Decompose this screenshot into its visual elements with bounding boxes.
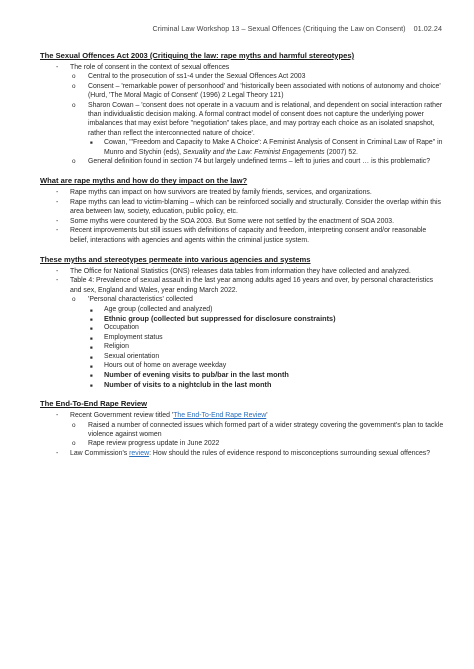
section-heading: The Sexual Offences Act 2003 (Critiquing the law: rape myths and harmful stereotypes) <box>40 51 355 60</box>
bullet-list <box>42 411 444 458</box>
list-item-text-end: ' <box>266 412 268 420</box>
characteristic-item: ■ Ethnic group (collected but suppressed for disclosure constraints) <box>88 314 444 323</box>
sub-item-text: Sharon Cowan – 'consent does not operate in a vacuum and is relational, and dependent on social interaction rather than individualistic decision making. A formal contract model of consent does not capture the underlying power imbalances that may exist before "negotiation" takes place, and may portray each choice as an isolated snapshot, rather than reflect the interconnected nature of choice'. <box>88 101 443 137</box>
header-title: Criminal Law Workshop 13 – Sexual Offences (Critiquing the Law on Consent) <box>152 24 406 33</box>
header-date: 01.02.24 <box>413 24 442 33</box>
sub-item-text: 'Personal characteristics' collected <box>88 296 193 304</box>
sub-list <box>70 421 444 449</box>
sub-sub-list <box>88 138 444 157</box>
characteristic-item: ■ Age group (collected and analyzed) <box>88 305 444 314</box>
bullet-list <box>42 188 444 244</box>
list-item-text: Table 4: Prevalence of sexual assault in the last year among adults aged 16 years and over, by personal characteristics and sex, England and Wales, year ending March 2022. <box>70 277 434 294</box>
law-commission-review-link[interactable]: review <box>129 449 150 457</box>
citation-item <box>88 138 444 157</box>
list-item: - Recent improvements but still issues with definitions of capacity and freedom, interpreting consent and/or reasonable belief, interactions with agencies and agents within the criminal justice system. <box>42 226 444 245</box>
sub-item: o General definition found in section 74 but largely undefined terms – left to juries and court … is this problematic? <box>70 157 444 166</box>
sub-list <box>70 295 444 389</box>
list-item-text: The role of consent in the context of sexual offences <box>70 64 230 71</box>
list-item: - Rape myths can impact on how survivors are treated by family friends, services, and organizations. <box>42 188 444 197</box>
characteristic-item: ■ Employment status <box>88 333 444 342</box>
list-item <box>42 449 444 458</box>
page-header <box>42 24 444 33</box>
list-item <box>42 276 444 389</box>
sub-item: o Consent – 'remarkable power of personhood' and 'historically been associated with notions of autonomy and choice' (Hurd, 'The Moral Magic of Consent' (1996) 2 Legal Theory 121) <box>70 82 444 101</box>
characteristic-item: ■ Number of evening visits to pub/bar in the last month <box>88 370 444 379</box>
sub-item: o Rape review progress update in June 2022 <box>70 439 444 448</box>
section-heading: The End-To-End Rape Review <box>40 399 148 409</box>
section-sexual-offences-act <box>42 51 444 166</box>
sub-item <box>70 295 444 389</box>
section-rape-myths <box>42 176 444 244</box>
list-item <box>42 63 444 166</box>
list-item: - Some myths were countered by the SOA 2003. But Some were not settled by the enactment of SOA 2003. <box>42 217 444 226</box>
section-agencies-systems <box>42 255 444 389</box>
list-item-text: Law Commission's <box>70 449 130 457</box>
sub-item: o Raised a number of connected issues which formed part of a wider strategy covering the government's plan to tackle violence against women <box>70 421 444 440</box>
sub-item: o Central to the prosecution of ss1-4 under the Sexual Offences Act 2003 <box>70 72 444 81</box>
sub-item <box>70 101 444 157</box>
sub-list <box>70 72 444 166</box>
list-item <box>42 411 444 449</box>
characteristic-item: ■ Occupation <box>88 323 444 332</box>
list-item: - Rape myths can lead to victim-blaming – which can be reinforced socially and structurally. Consider the overlap within this area between law, society, education, public policy, etc. <box>42 198 444 217</box>
characteristic-item: ■ Hours out of home on average weekday <box>88 361 444 370</box>
section-heading: What are rape myths and how do they impact on the law? <box>40 176 248 186</box>
section-end-to-end-review <box>42 399 444 458</box>
bullet-list <box>42 63 444 166</box>
characteristic-item: ■ Number of visits to a nightclub in the last month <box>88 380 444 389</box>
characteristic-item: ■ Religion <box>88 342 444 351</box>
list-item-text: Recent Government review titled ' <box>70 412 174 420</box>
list-item: - The Office for National Statistics (ONS) releases data tables from information they have collected and analyzed. <box>42 267 444 276</box>
section-heading: These myths and stereotypes permeate into various agencies and systems <box>40 254 311 264</box>
review-link[interactable]: The End-To-End Rape Review <box>173 412 267 420</box>
citation-title: Sexuality and the Law: Feminist Engagements <box>182 148 325 156</box>
citation-year: (2007) 52. <box>324 148 358 156</box>
bullet-list <box>42 267 444 389</box>
citation-text: Cowan, "'Freedom and Capacity to Make A Choice': A Feminist Analysis of Consent in Criminal Law of Rape" in Munro and Stychin (eds), <box>104 139 443 156</box>
characteristic-item: ■ Sexual orientation <box>88 352 444 361</box>
list-item-text-end: : How should the rules of evidence respond to misconceptions surrounding sexual offences? <box>149 449 431 457</box>
characteristics-list <box>88 305 444 390</box>
